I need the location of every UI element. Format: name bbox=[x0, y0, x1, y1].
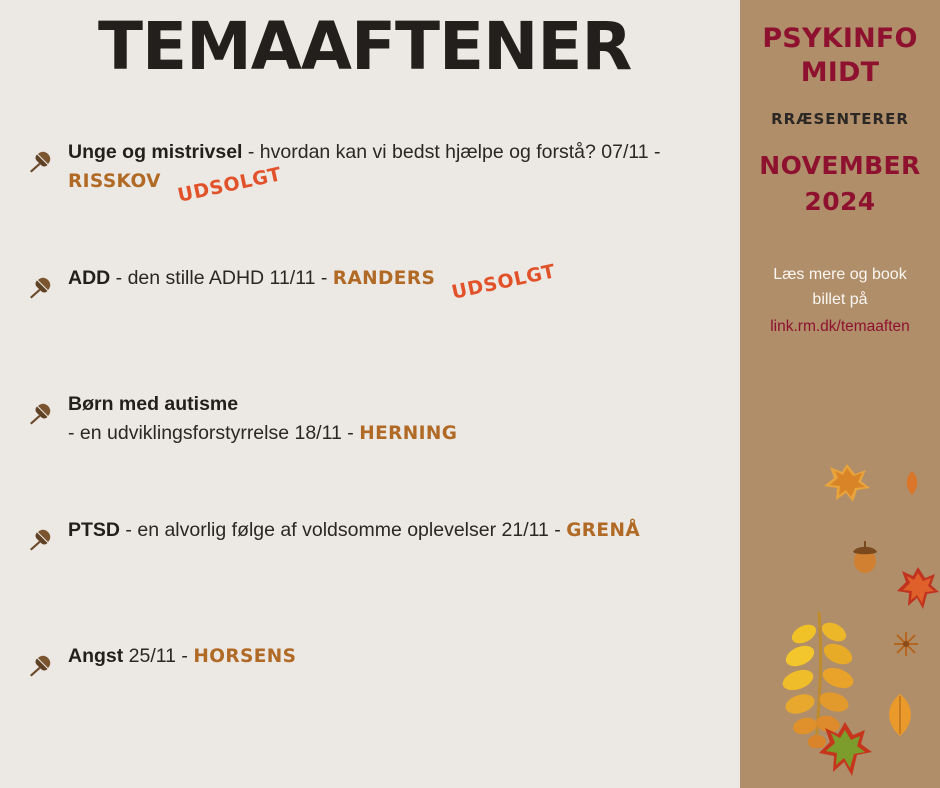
event-title: Unge og mistrivsel bbox=[68, 141, 243, 163]
list-item[interactable] bbox=[0, 260, 740, 390]
booking-info bbox=[740, 262, 940, 339]
event-city: GRENÅ bbox=[566, 520, 641, 541]
booking-line-2: billet på bbox=[812, 291, 868, 308]
booking-link[interactable]: link.rm.dk/temaaften bbox=[770, 318, 910, 335]
page-title: TEMAAFTENER bbox=[98, 8, 632, 85]
event-title: Børn med autisme bbox=[68, 393, 239, 415]
month-label: NOVEMBER bbox=[759, 151, 921, 180]
year-label: 2024 bbox=[804, 187, 876, 216]
brand-line-2: MIDT bbox=[800, 57, 880, 88]
list-item[interactable] bbox=[0, 390, 740, 516]
small-leaf-icon bbox=[902, 470, 922, 501]
event-city: HERNING bbox=[359, 423, 458, 444]
event-city: RISSKOV bbox=[68, 171, 161, 192]
event-text bbox=[68, 260, 708, 304]
event-description: - hvordan kan vi bedst hjælpe og forstå? 07/11 - bbox=[242, 141, 661, 163]
brand-line-1: PSYKINFO bbox=[762, 23, 918, 54]
pushpin-icon bbox=[28, 652, 54, 678]
date-block bbox=[740, 148, 940, 220]
event-city: RANDERS bbox=[332, 268, 436, 289]
event-description: 25/11 - bbox=[123, 645, 194, 667]
event-text bbox=[68, 138, 708, 207]
acorn-icon bbox=[850, 540, 880, 579]
event-description: - en alvorlig følge af voldsomme oplevelser 21/11 - bbox=[120, 519, 567, 541]
event-text bbox=[68, 390, 708, 448]
pushpin-icon bbox=[28, 148, 54, 174]
event-title: PTSD bbox=[68, 519, 121, 541]
list-item[interactable] bbox=[0, 642, 740, 768]
event-title: ADD bbox=[68, 267, 111, 289]
poster-sidebar bbox=[740, 0, 940, 788]
event-city: HORSENS bbox=[193, 646, 297, 667]
event-description: - den stille ADHD 11/11 - bbox=[110, 267, 333, 289]
event-text bbox=[68, 642, 708, 671]
brand-name bbox=[740, 22, 940, 90]
event-description: - en udviklingsforstyrrelse 18/11 - bbox=[68, 422, 360, 444]
green-red-maple-leaf-icon bbox=[816, 720, 874, 783]
event-list bbox=[0, 138, 740, 768]
list-item[interactable] bbox=[0, 138, 740, 264]
maple-leaf-icon bbox=[822, 462, 872, 509]
pushpin-icon bbox=[28, 526, 54, 552]
event-text bbox=[68, 516, 708, 545]
pushpin-icon bbox=[28, 400, 54, 426]
booking-line-1: Læs mere og book bbox=[773, 266, 907, 283]
orange-leaf-icon bbox=[882, 692, 918, 743]
presents-label: RRÆSENTERER bbox=[771, 110, 909, 128]
pushpin-icon bbox=[28, 274, 54, 300]
status-badge: UDSOLGT bbox=[175, 163, 284, 207]
red-maple-leaf-icon bbox=[895, 565, 940, 616]
status-badge: UDSOLGT bbox=[449, 260, 558, 304]
seed-pod-icon bbox=[892, 630, 920, 663]
event-title: Angst bbox=[68, 645, 124, 667]
list-item[interactable] bbox=[0, 516, 740, 642]
